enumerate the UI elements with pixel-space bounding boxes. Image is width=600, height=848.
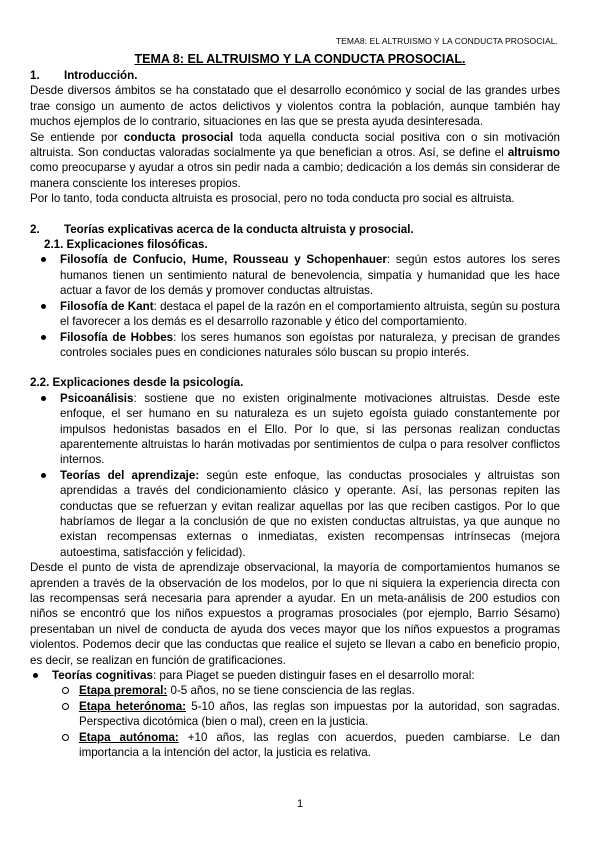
section-title: Introducción.	[64, 69, 138, 82]
observational-learning-paragraph: Desde el punto de vista de aprendizaje observacional, la mayoría de comportamientos humanos se aprenden a través de la observación de los modelos, por lo que ni siquiera la experiencia directa con las recompensas será necesaria para aprender a ayudar. En un meta-análisis de 200 estudios con niños se encontró que los niños expuestos a programas prosociales (por ejemplo, Barrio Sésamo) presentaban un nivel de conducta de ayuda dos veces mayor que los niños expuestos a programas violentos. Podemos decir que las conductas que realice el sujeto se llevan a cabo en beneficio propio, es decir, se realizan en función de gratificaciones.	[30, 561, 560, 667]
stage-item	[79, 730, 560, 761]
stage-name: Etapa autónoma:	[79, 730, 179, 744]
list-item-term: Teorías del aprendizaje:	[60, 468, 200, 482]
list-item-term: Psicoanálisis	[60, 391, 134, 405]
list-item-term: Teorías cognitivas	[52, 669, 153, 683]
term-conducta-prosocial: conducta prosocial	[123, 130, 234, 144]
cognitive-list	[30, 668, 560, 683]
list-item-text: : sostiene que no existen originalmente motivaciones altruistas. Desde este enfoque, el ser humano en su naturaleza es un sujeto egoísta guiado constantemente por impulsos hedonistas basados en el Ello. Por lo que, si las personas realizan conductas aparentemente altruistas lo harán motivadas por sentimientos de culpa o para resolver conflictos internos.	[60, 391, 560, 467]
intro-paragraph-1: Desde diversos ámbitos se ha constatado que el desarrollo económico y social de las grandes urbes trae consigo un aumento de actos delictivos y violentos contra la población, aunque también hay muchos ejemplos de lo contrario, situaciones en las que se presta ayuda desinteresada.	[30, 84, 560, 129]
subsection-2-2-heading: 2.2. Explicaciones desde la psicología.	[30, 376, 244, 390]
document-body	[30, 68, 560, 760]
intro-paragraph-3: Por lo tanto, toda conducta altruista es prosocial, pero no toda conducta pro social es altruista.	[30, 192, 515, 206]
list-item-term: Filosofía de Kant	[60, 299, 154, 313]
stage-name: Etapa premoral:	[79, 684, 168, 698]
psychology-list	[30, 391, 560, 560]
philosophy-list	[30, 252, 560, 360]
page-number: 1	[296, 798, 304, 810]
list-item-text: : los seres humanos son egoístas por naturaleza, y precisan de grandes controles sociales pues en condiciones naturales sólo buscan su propio interés.	[60, 330, 560, 359]
list-item	[60, 468, 560, 560]
section-number: 1.	[30, 69, 40, 82]
term-altruismo: altruismo	[507, 146, 560, 160]
stage-name: Etapa heterónoma:	[79, 699, 187, 713]
intro-paragraph-2	[30, 130, 560, 192]
list-item	[60, 330, 560, 361]
section-2-heading	[30, 222, 560, 237]
list-item-text: : según estos autores los seres humanos tienen un sentimiento natural de benevolencia, simpatía y humanidad que les hace actuar a favor de los demás y promover conductas altruistas.	[60, 253, 560, 298]
stage-text: +10 años, las reglas con acuerdos, pueden cambiarse. Le dan importancia a la intención del actor, la justicia es relativa.	[79, 730, 560, 760]
list-item	[52, 668, 560, 683]
stage-text: 0-5 años, no se tiene consciencia de las reglas.	[167, 684, 415, 698]
document-title: TEMA 8: EL ALTRUISMO Y LA CONDUCTA PROSOCIAL.	[134, 52, 466, 66]
text-run: como preocuparse y ayudar a otros sin pedir nada a cambio; dedicación a los demás sin considerar de manera consciente los intereses propios.	[30, 161, 560, 190]
stage-item	[79, 699, 560, 730]
stage-text: 5-10 años, las reglas son impuestas por la autoridad, son sagradas. Perspectiva dicotómica (bien o mal), creen en la justicia.	[79, 699, 560, 729]
list-item-term: Filosofía de Confucio, Hume, Rousseau y Schopenhauer	[60, 253, 387, 267]
text-run: toda aquella conducta social positiva con o sin motivación altruista. Son conductas valoradas socialmente ya que benefician a otros. Así, se define el	[30, 130, 561, 160]
section-title: Teorías explicativas acerca de la conducta altruista y prosocial.	[64, 222, 414, 236]
piaget-stages-list	[30, 683, 560, 760]
section-number: 2.	[30, 222, 40, 236]
running-header: TEMA8: EL ALTRUISMO Y LA CONDUCTA PROSOCIAL.	[335, 36, 558, 46]
list-item	[60, 299, 560, 330]
subsection-2-1-heading: 2.1. Explicaciones filosóficas.	[44, 238, 208, 252]
stage-item	[79, 683, 560, 698]
list-item	[60, 252, 560, 298]
section-1-heading	[30, 68, 560, 83]
list-item-text: según este enfoque, las conductas prosociales y altruistas son aprendidas a través del condicionamiento clásico y operante. Así, las personas repiten las conductas que se refuerzan y evitan realizar aquellas por las que reciben castigos. Por lo que habríamos de llegar a la conclusión de que no existen conductas altruistas, ya que aunque no existan recompensas externas o inmediatas, existen recompensas intrínsecas (mejora autoestima, satisfacción y felicidad).	[60, 468, 560, 559]
list-item	[60, 391, 560, 468]
list-item-term: Filosofía de Hobbes	[60, 330, 174, 344]
text-run: Se entiende por	[30, 130, 124, 144]
list-item-text: : destaca el papel de la razón en el comportamiento altruista, según su postura el favorecer a los demás es el desarrollo razonable y ético del comportamiento.	[60, 299, 560, 329]
list-item-text: : para Piaget se pueden distinguir fases en el desarrollo moral:	[152, 669, 475, 683]
